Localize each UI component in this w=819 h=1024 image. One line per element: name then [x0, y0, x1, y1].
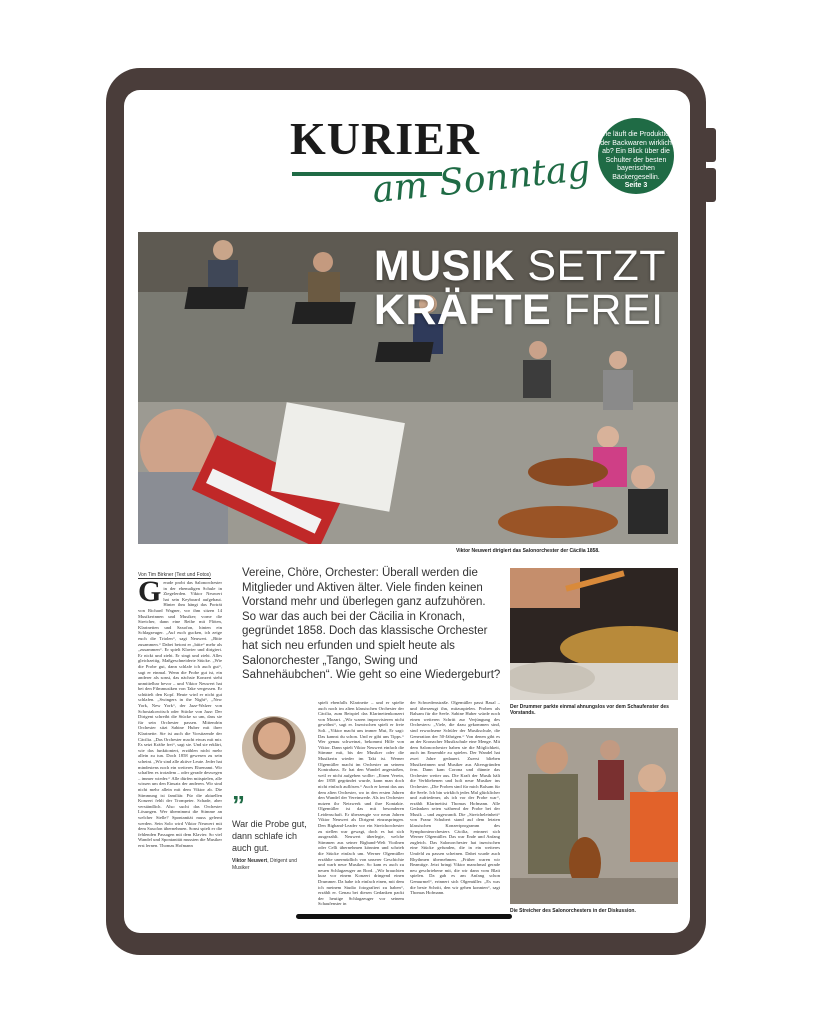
strings-photo[interactable]	[510, 728, 678, 904]
article-lead: Vereine, Chöre, Orchester: Überall werden die Mitglieder und Aktiven älter. Viele finden keinen Vorstand mehr und überlegen ganz aufzuhören. So war das auch bei der Cäcilia in Kronach, gegründet 1858. Doch das klassische Orchester hat sich neu erfunden und spielt heute als Salonorchester „Tango, Swing und Sahnehäubchen“. Wie geht so eine Wiedergeburt?	[242, 567, 501, 682]
article-column-1	[138, 580, 222, 910]
quote-mark-icon: ”	[232, 790, 245, 820]
hero-caption: Viktor Neuwert dirigiert das Salonorchester der Cäcilia 1858.	[456, 548, 600, 554]
teaser-text: Wie läuft die Produktion der Backwaren wirklich ab? Ein Blick über die Schulter der besten bayerischen Bäckergesellin.	[599, 131, 673, 181]
drummer-photo[interactable]	[510, 568, 678, 700]
article-column-3: spielt ebenfalls Klarinette – und er spielte auch noch im alten klassischen Orchester der Cäcilia, zum Beispiel das Klarinettenkonzert von Mozart. „Wir waren improvisieren nicht gewöhnt“, sagt er. Inzwischen spielt er freie Soli. „Viktor macht uns immer Mut, Er sagt: Das kannst du schon. Und er gibt uns Tipps.“ Wer genau schweinzt, bekommt Hilfe von Viktor. Dann spielt Viktor Neuwert einfach die Stimme mit, bis der Musiker oder die Musikerin wieder im Takt ist. Werner Olgemüller macht im Orchester an seinem Kontrabass. Er hat den Wandel angestoßen, weil er nicht aufgeben wollte: „Einen Verein, der 1858 gegründet wurde, kann man doch nicht einfach auflösen.“ Auch er kennt das aus dem alten Orchester, wo in den ersten Jahren den Wandel der Vereinsrede. Als im Orchester nutzen ihr Netzwerk und ihre Kontakte. Olgemüller ist das mit besonderen Leidenschaft. Er überzeugte vor neun Jahren Viktor Neuwert als Dirigent einzuspringen. Den Bigband-Leader vor ein Streichorchester zu stellen war gewagt, doch es hat sich ausgezahlt. Neuwert überlegte, welche Stimmen aus seiner Bigband-Welt Vioilnen oder Celli übernehmen könnten und schrieb die Stücke einfach um. Werner Olgemüller erzählte unermüdlich von unserer Geschichte und warb neue Musiker. So kam es auch zu neuen Schlagzeuger an Bord. „Wir brauchten kurz vor einem Konzert dringend einen Drummer. Da habe ich einfach einen, mit dem ich meinem Studio fotografiert zu haben“, erzählt er. Genau bei diesen Gedanken packt der heutige Schlagzeuger vor seinem Schaufenster in	[318, 700, 404, 907]
drummer-caption: Der Drummer parkte einmal ahnungslos vor dem Schaufenster des Vorstands.	[510, 704, 669, 716]
headline-word-1: MUSIK	[373, 242, 515, 290]
headline-word-2: SETZT	[527, 242, 666, 290]
article-column-1-text: erade probt das Salonorchester in der ehemaligen Schule in Ziegelerden. Viktor Neuwert hat sein Keyboard aufgebaut. Hinter ihm hängt das Porträt von Richard Wagner, vor ihm sitzen 14 Musikerinnen und Musiker; vorne die Streicher, dann eine Reihe mit Flöten, Klarinetten und Saxofon, hinten ein Schlagzeuger. „Auf euch gucken, ich zeige euch die Triolen“, sagt Neuwert. „Bitte zusammen.“ Dabei betont er „bitte“ mehr als „zusammen“. Er spielt Klavier und dirigiert. Er nickt und zieht. Er singt und zieht. Alles gleichzeitig. Maßgeschneiderte Stücke. „Wie die Probe gut, dann schlafe ich auch gut“, sagt er einmal. Wenn die Probe gut ist, ein anderer als sonst, das nächste Konzert steht unmittelbar bevor – und Viktor Neuwert hat bei den Filmmusiken von Take vergessen. Er schüttelt den Kopf. Heute wird er nicht gut schlafen. „Swingers in the Night“, „New York, New York“, der Jazz-Walzer von Schostakowitsch oder Stücke von Jazz: Der Dirigent schreibt die Stücke so um, dass sie für sein Orchester passen. Mittendrin Orchester sitzt Sabine Huber mit ihrer Klarinette. Sie ist auch die Vorsitzende der Cäcilia. „Das Orchester macht etwas mit mir. Es setzt Kräfte frei“, sagt sie. Und sie erklärt, wie das funktioniert, erzählen nicht mehr allein zu tun. Doch 1858 gewesen zu sein scheint. „Wir sind alle aktive Leute. Jeder hat mindestens noch ein weiteres Ehrenamt. Wir schaffen es trotzdem – oder gerade deswegen – immer wieder.“ Alle dürfen mitspielen, alle wissen um den Einsatz der anderen. Wir sind nicht mehr allein mit dem Viktor ab. Die Stimmung ist familiär. Für die aktuellen Konzert fehlt der Trompeter. Schade, aber verständlich. Also sucht das Orchester Lösungen. Wer übernimmt die Stimme an welcher Stelle? Spontanität muss gelernt werden. Sein Solo wird Viktor Neuwert mit dem Saxofon übernehmen. Sonst spielt er die fehlenden Passagen mit dem Klavier. So viel Wandel und Spontanität mussten die Musiker erst lernen. Thomas Hofmann	[138, 580, 222, 848]
quote-author-name: Viktor Neuwert	[232, 858, 268, 864]
headline-word-3: KRÄFTE	[373, 286, 552, 334]
byline: Von Tim Birkner (Text und Fotos)	[138, 572, 211, 578]
drummer-photo-illustration	[510, 568, 678, 700]
dropcap: G	[138, 580, 162, 608]
quote-author	[232, 858, 312, 871]
quote-author-role: , Dirigent und Musiker	[232, 858, 297, 871]
strings-caption: Die Streicher des Salonorchesters in der Diskussion.	[510, 908, 636, 914]
strings-photo-illustration	[510, 728, 678, 904]
masthead-title: KURIER	[290, 113, 481, 164]
hero-photo[interactable]	[138, 232, 678, 544]
headline-word-4: FREI	[563, 286, 664, 334]
masthead-subtitle: am Sonntag	[370, 147, 593, 212]
home-indicator[interactable]	[296, 914, 512, 919]
pull-quote: War die Probe gut, dann schlafe ich auch gut.	[232, 819, 307, 853]
article-column-4: der Schwedenstraße. Olgemüller passt Basal – und überzeugt ihn, mitzuspielen. Proben als Balsam für die Seele. Sabine Huber würde noch einen weiteren Schritt zur Verjüngung des Orchesters: „Viele, die dazu gekommen sind, sind erwachsene Schüler der Musikschule, die Generation der 50-Jährigen.“ Von denen gibt es an der Kronacher Musikschule eine Menge. Mit dem Salonorchester haben sie die Möglichkeit, auch im Ensemble zu spielen. Der Wandel hat zwei Jahre gedauert. Zuerst blieben Musikerinnen und Musiker aus Altersgründen fern. Dann kam Corona und dünnte das Orchester weiter aus. Die Kraft der Musik hält die Verbliebenen und holt neue Musiker ins Orchester. „Die Proben sind für mich Balsam für die Seele. Ich bin wirklich jedes Mal glücklicher und zufriedener, als ich vor der Probe war“, erzählt Klarinettist Thomas Hofmann. Alle Gedanken seien während der Probe bei der Musik – und zugewandt. Die „Streicheleinheit“ von Franz Schubert stand auf dem letzten klassischen Konzertprogramm des Symphonieorchesters Cäcilia, erinnert sich Werner Olgemüller. Das war Ende und Anfang zugleich. Das Salonorchester hat inzwischen eine Stücke gefunden, die in ein weiteres Umfeld zu passen scheinen. Dabei wurde auch Rhythmen übernehmen. „Früher waren wir Beamtige. Jetzt bringt Viktor manchmal gerade neu geschriebene mit, die wir dann vom Blatt spielen. Da gab es am Anfang schon Gemurmel“, erinnert sich Olgemüller. „Es was die beste Schritt, den wir gehen konnten“, sagt Thomas Hofmann.	[410, 700, 500, 896]
quote-portrait	[242, 716, 306, 780]
hero-headline	[374, 244, 666, 332]
teaser-badge[interactable]	[598, 118, 674, 194]
teaser-page: Seite 3	[624, 182, 648, 189]
